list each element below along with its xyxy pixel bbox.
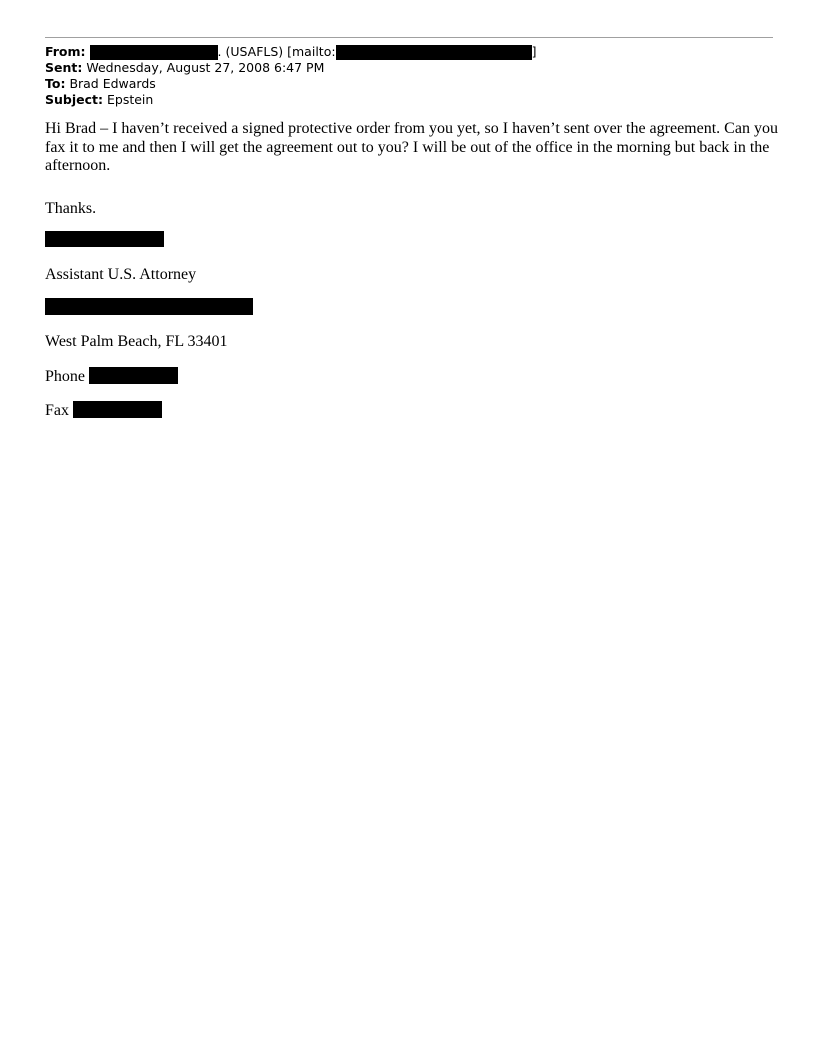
redacted-signature-name (45, 231, 164, 247)
to-row (45, 76, 536, 92)
from-label: From: (45, 44, 86, 59)
header-divider (45, 37, 773, 38)
from-close: ] (531, 44, 537, 59)
sent-value: Wednesday, August 27, 2008 6:47 PM (86, 60, 325, 75)
signature-fax-row (45, 401, 162, 421)
sent-label: Sent: (45, 60, 83, 75)
fax-label: Fax (45, 402, 69, 419)
subject-label: Subject: (45, 92, 103, 107)
phone-label: Phone (45, 368, 85, 385)
redacted-phone-number (89, 367, 178, 384)
signature-title: Assistant U.S. Attorney (45, 266, 197, 283)
message-thanks: Thanks. (45, 200, 97, 217)
redacted-fax-number (73, 401, 162, 418)
message-paragraph: Hi Brad – I haven’t received a signed protective order from you yet, so I haven’t sent over the agreement. Can you fax it to me and then I will get the agreement out to you? I will be out of the office in the morning but back in the afternoon. (45, 120, 778, 174)
subject-value: Epstein (106, 92, 154, 107)
signature-city: West Palm Beach, FL 33401 (45, 333, 228, 350)
from-row (45, 44, 536, 60)
to-label: To: (45, 76, 66, 91)
to-value: Brad Edwards (69, 76, 156, 91)
redacted-signature-address (45, 298, 253, 315)
email-body (45, 120, 780, 419)
from-suffix: . (USAFLS) [mailto: (217, 44, 336, 59)
redacted-sender-name (90, 45, 218, 60)
subject-row (45, 92, 536, 108)
redacted-sender-email (336, 45, 532, 60)
email-header (45, 44, 536, 108)
signature-phone-row (45, 367, 178, 387)
sent-row (45, 60, 536, 76)
